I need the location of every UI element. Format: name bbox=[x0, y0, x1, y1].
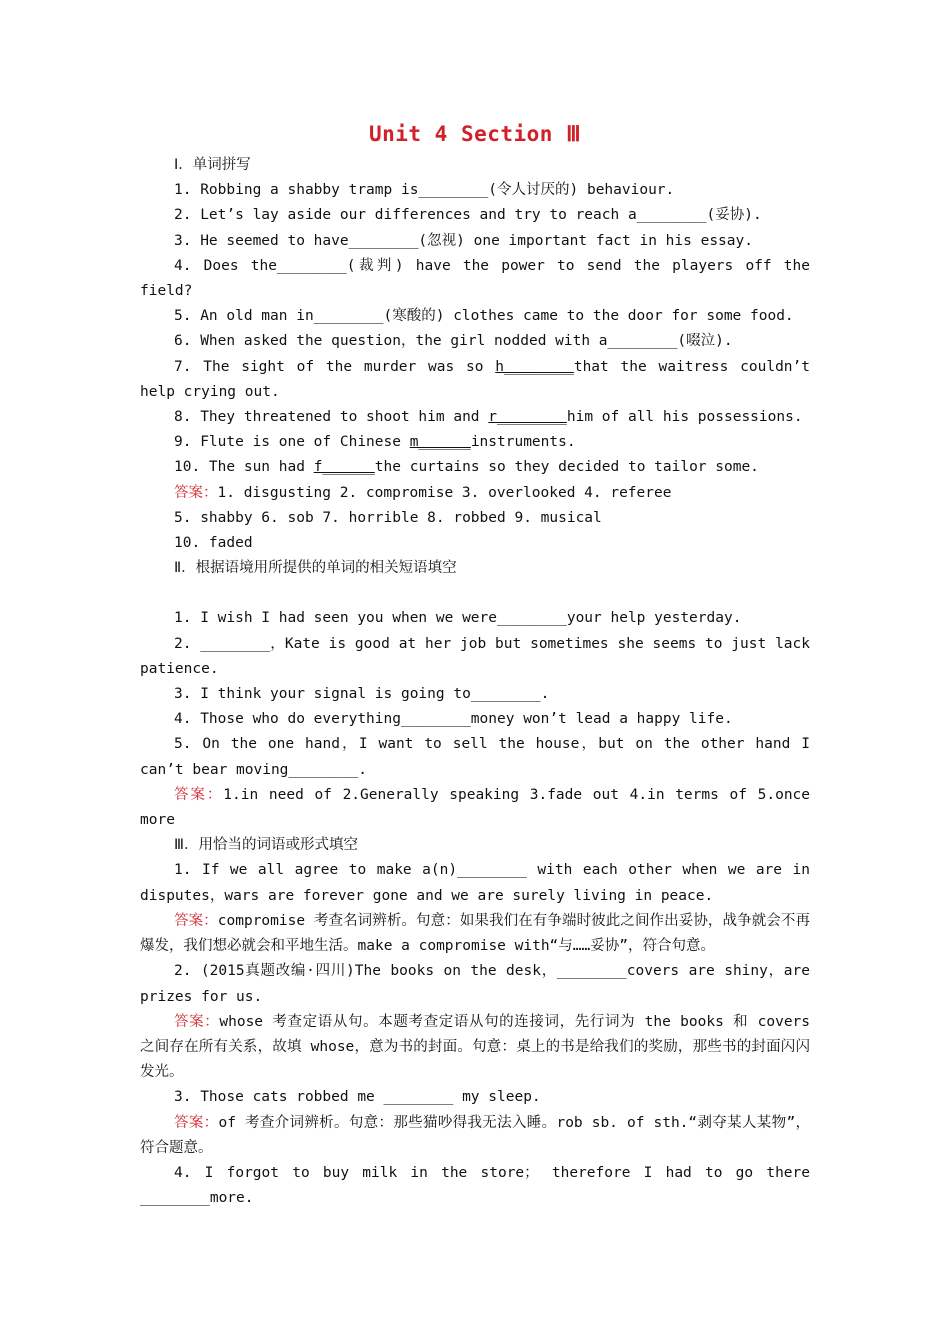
s1-question-2: 2. Let’s lay aside our differences and try to reach a________(妥协). bbox=[174, 207, 762, 224]
s2-question-1: 1. I wish I had seen you when we were________your help yesterday. bbox=[174, 610, 742, 627]
s3-question-4: 4. I forgot to buy milk in the store； therefore I had to go there ________more. bbox=[140, 1164, 810, 1207]
section-2-heading: Ⅱ．根据语境用所提供的单词的相关短语填空 bbox=[174, 560, 457, 577]
q10-text: 10. The sun had bbox=[174, 459, 314, 476]
q7-text: 7. The sight of the murder was so bbox=[174, 358, 496, 375]
q10-text-end: the curtains so they decided to tailor some. bbox=[374, 459, 759, 476]
s3-answer-2 bbox=[140, 1010, 810, 1086]
document-body bbox=[140, 153, 810, 1211]
section-1-heading: Ⅰ．单词拼写 bbox=[174, 157, 251, 173]
answer-text: of 考查介词辨析。句意：那些猫吵得我无法入睡。rob sb. of sth.“剥夺某人某物”，符合题意。 bbox=[140, 1114, 811, 1156]
s1-answer-line-3: 10. faded bbox=[174, 535, 253, 552]
s2-answer bbox=[140, 783, 810, 833]
s2-question-4: 4. Those who do everything________money won’t lead a happy life. bbox=[174, 711, 733, 728]
s3-answer-1 bbox=[140, 909, 810, 959]
answer-text: whose 考查定语从句。本题考查定语从句的连接词，先行词为 the books 和 covers 之间存在所有关系，故填 whose，意为书的封面。句意：桌上的书是给我们的奖励，那些书的封面闪闪发光。 bbox=[140, 1013, 811, 1081]
q8-text: 8. They threatened to shoot him and bbox=[174, 409, 489, 426]
s1-question-3: 3. He seemed to have________(忽视) one important fact in his essay. bbox=[174, 232, 753, 249]
q7-text-end: that the waitress couldn’t help crying out. bbox=[140, 358, 810, 400]
s3-answer-3 bbox=[140, 1111, 810, 1161]
s3-question-3: 3. Those cats robbed me ________ my sleep. bbox=[174, 1089, 541, 1106]
q10-hint: f______ bbox=[313, 459, 375, 476]
answer-label: 答案： bbox=[174, 1114, 219, 1131]
s1-question-9 bbox=[140, 430, 810, 455]
answer-label: 答案： bbox=[174, 912, 218, 929]
answer-text: 1. disgusting 2. compromise 3. overlooked 4. referee bbox=[217, 484, 672, 501]
s1-question-8 bbox=[140, 405, 810, 430]
s1-question-6: 6. When asked the question，the girl nodded with a________(啜泣). bbox=[174, 333, 733, 350]
s3-question-1: 1. If we all agree to make a(n)________ with each other when we are in disputes，wars are forever gone and we are surely living in peace. bbox=[140, 862, 810, 904]
q9-text: 9. Flute is one of Chinese bbox=[174, 434, 410, 451]
answer-label: 答案： bbox=[174, 1013, 220, 1030]
q9-text-end: instruments. bbox=[470, 434, 576, 451]
s1-answer-line-2: 5. shabby 6. sob 7. horrible 8. robbed 9. musical bbox=[174, 509, 602, 526]
q8-text-end: him of all his possessions. bbox=[566, 409, 803, 426]
s1-question-1: 1. Robbing a shabby tramp is________(令人讨厌的) behaviour. bbox=[174, 182, 675, 199]
section-3-heading: Ⅲ．用恰当的词语或形式填空 bbox=[174, 837, 358, 854]
answer-text: 1.in need of 2.Generally speaking 3.fade out 4.in terms of 5.once more bbox=[140, 786, 811, 829]
answer-label: 答案： bbox=[174, 786, 224, 803]
s1-question-10 bbox=[140, 455, 810, 480]
s2-question-2: 2. ________，Kate is good at her job but sometimes she seems to just lack patience. bbox=[140, 635, 810, 677]
page-title: Unit 4 Section Ⅲ bbox=[368, 122, 582, 146]
q9-hint: m______ bbox=[409, 434, 471, 451]
q7-hint: h________ bbox=[495, 358, 574, 375]
s1-answer-line-1 bbox=[140, 481, 810, 506]
s3-question-2: 2. (2015真题改编·四川)The books on the desk，________covers are shiny，are prizes for us. bbox=[140, 963, 810, 1005]
s2-question-5: 5. On the one hand，I want to sell the house，but on the other hand I can’t bear moving________. bbox=[140, 736, 810, 778]
spacer bbox=[140, 581, 810, 606]
s1-question-5: 5. An old man in________(寒酸的) clothes came to the door for some food. bbox=[174, 308, 794, 325]
q8-hint: r________ bbox=[488, 409, 567, 426]
s1-question-4: 4. Does the________(裁判) have the power to send the players off the field? bbox=[140, 257, 810, 300]
s1-question-7 bbox=[140, 355, 810, 405]
s2-question-3: 3. I think your signal is going to________. bbox=[174, 686, 550, 703]
answer-text: compromise 考查名词辨析。句意：如果我们在有争端时彼此之间作出妥协，战争就会不再爆发，我们想必就会和平地生活。make a compromise with“与……妥协”，符合句意。 bbox=[140, 912, 810, 955]
answer-label: 答案： bbox=[174, 484, 218, 501]
